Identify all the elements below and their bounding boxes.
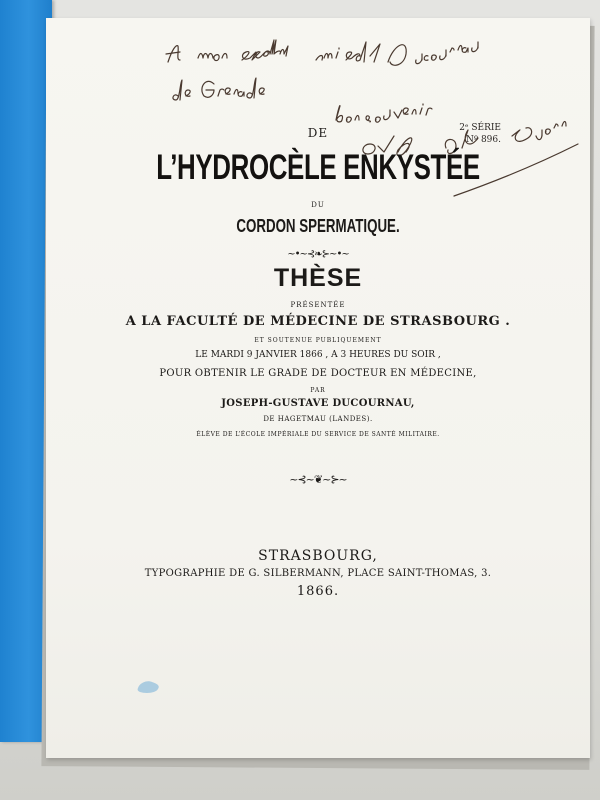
author-name: JOSEPH-GUSTAVE DUCOURNAU, [221, 398, 415, 409]
ornament-divider-1: ~•~⊰❧⊱~•~ [287, 249, 349, 260]
ink-stain-mark [134, 676, 164, 696]
series-label: 2ᵉ SÉRIE [459, 123, 501, 133]
main-title: L’HYDROCÈLE ENKYSTÉE [156, 148, 480, 187]
imprint-city: STRASBOURG, [258, 548, 378, 564]
par-line: PAR [310, 387, 326, 394]
faculty-line: A LA FACULTÉ DE MÉDECINE DE STRASBOURG . [125, 314, 511, 329]
handwritten-inscription [46, 18, 590, 218]
ornament-divider-2: ~⊰~❦~⊱~ [289, 473, 347, 486]
imprint-printer: TYPOGRAPHIE DE G. SILBERMANN, PLACE SAINT-THOMAS, 3. [144, 568, 492, 579]
author-school: ÉLÈVE DE L’ÉCOLE IMPÉRIALE DU SERVICE DE SANTÉ MILITAIRE. [196, 431, 440, 438]
series-number: Nº 896. [465, 135, 501, 145]
author-origin: DE HAGETMAU (LANDES). [263, 415, 373, 423]
presentee-line: PRÉSENTÉE [290, 301, 346, 309]
title-page [46, 18, 590, 758]
degree-line: POUR OBTENIR LE GRADE DE DOCTEUR EN MÉDECINE, [159, 368, 477, 379]
title-prefix: DE [307, 126, 329, 140]
subtitle: CORDON SPERMATIQUE. [236, 216, 400, 236]
these-heading: THÈSE [273, 264, 363, 292]
soutenue-line: ET SOUTENUE PUBLIQUEMENT [254, 337, 382, 344]
handwriting-strokes [46, 18, 590, 218]
defense-date: LE MARDI 9 JANVIER 1866 , A 3 HEURES DU SOIR , [195, 350, 441, 360]
title-connector: DU [311, 201, 325, 209]
imprint-year: 1866. [296, 584, 340, 599]
